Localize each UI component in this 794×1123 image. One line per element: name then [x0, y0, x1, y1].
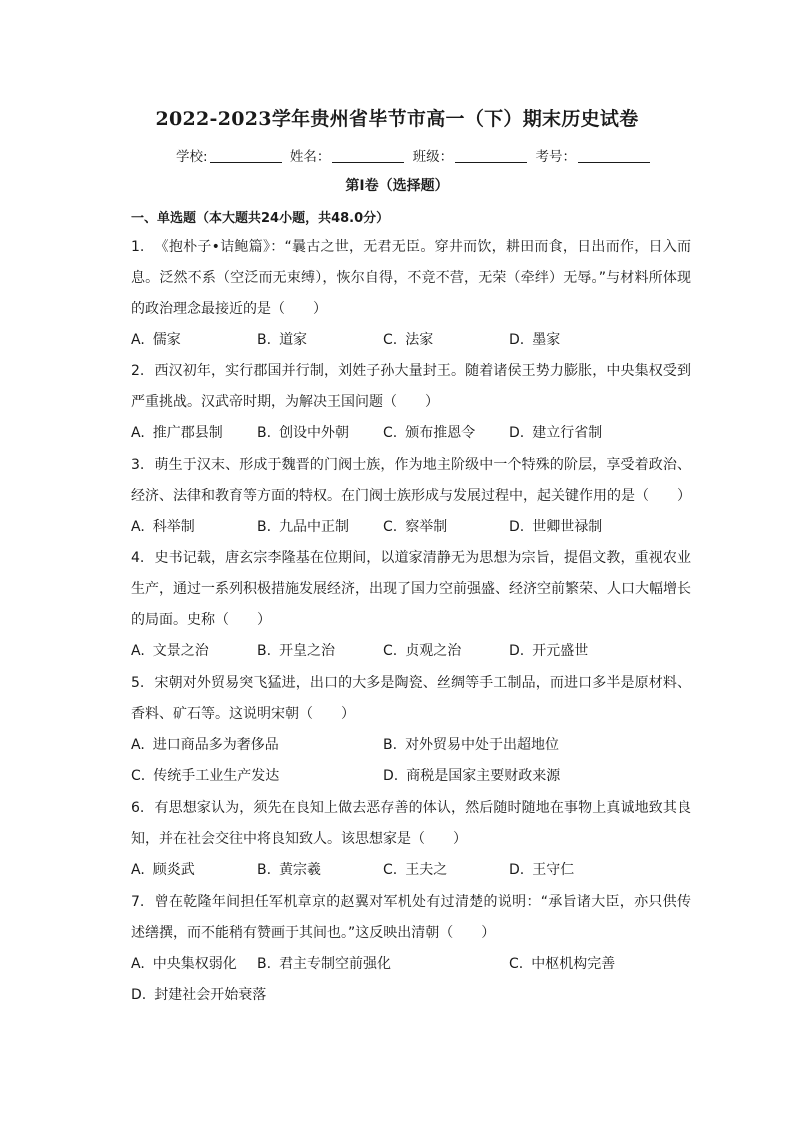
question-number: 6.: [131, 800, 145, 816]
options-row: [131, 980, 691, 1011]
option-b[interactable]: B. 开皇之治: [257, 643, 336, 659]
student-info-line: [176, 145, 654, 165]
option-c[interactable]: C. 颁布推恩令: [383, 425, 476, 441]
question-number: 7.: [131, 894, 145, 910]
option-a[interactable]: A. 顾炎武: [131, 862, 195, 878]
options-row: [131, 512, 691, 543]
question-text: 萌生于汉末、形成于魏晋的门阀士族，作为地主阶级中一个特殊的阶层，享受着政治、经济、法律和教育等方面的特权。在门阀士族形成与发展过程中，起关键作用的是（ ）: [131, 457, 691, 504]
question-text: 史书记载，唐玄宗李隆基在位期间，以道家清静无为思想为宗旨，提倡文教，重视农业生产，通过一系列积极措施发展经济，出现了国力空前强盛、经济空前繁荣、人口大幅增长的局面。史称（ ）: [131, 550, 691, 628]
option-d[interactable]: D. 建立行省制: [509, 425, 603, 441]
question-stem: [131, 793, 691, 855]
option-b[interactable]: B. 黄宗羲: [257, 862, 322, 878]
option-c[interactable]: C. 法家: [383, 332, 434, 348]
option-c[interactable]: C. 王夫之: [383, 862, 448, 878]
options-row: [131, 855, 691, 886]
question-4: [131, 543, 691, 667]
question-number: 4.: [131, 550, 145, 566]
option-a[interactable]: A. 科举制: [131, 519, 195, 535]
exam-number-label: 考号：: [535, 149, 576, 165]
question-stem: [131, 356, 691, 418]
option-a[interactable]: A. 中央集权弱化: [131, 956, 237, 972]
class-blank[interactable]: [455, 148, 527, 163]
question-number: 1.: [131, 239, 145, 255]
question-2: [131, 356, 691, 449]
question-7: [131, 887, 691, 1011]
option-c[interactable]: C. 贞观之治: [383, 643, 462, 659]
name-label: 姓名：: [289, 149, 331, 165]
part-heading: 一、单选题（本大题共24小题，共48.0分）: [131, 211, 390, 226]
option-d[interactable]: D. 墨家: [509, 332, 561, 348]
question-text: 《抱朴子•诘鲍篇》：“曩古之世，无君无臣。穿井而饮，耕田而食，日出而作，日入而息。泛然不系（空泛而无束缚），恢尔自得，不竞不营，无荣（牵绊）无辱。”与材料所体现的政治理念最接近的是（ ）: [131, 239, 691, 317]
school-label: 学校:: [176, 149, 208, 165]
exam-title: 2022-2023学年贵州省毕节市高一（下）期末历史试卷: [155, 108, 639, 130]
option-a[interactable]: A. 进口商品多为奢侈品: [131, 737, 279, 753]
option-b[interactable]: B. 九品中正制: [257, 519, 350, 535]
question-text: 西汉初年，实行郡国并行制，刘姓子孙大量封王。随着诸侯王势力膨胀，中央集权受到严重挑战。汉武帝时期，为解决王国问题（ ）: [131, 363, 691, 410]
option-d[interactable]: D. 封建社会开始衰落: [131, 987, 267, 1003]
option-a[interactable]: A. 儒家: [131, 332, 181, 348]
question-stem: [131, 450, 691, 512]
option-a[interactable]: A. 文景之治: [131, 643, 209, 659]
exam-number-blank[interactable]: [578, 148, 650, 163]
question-6: [131, 793, 691, 886]
question-3: [131, 450, 691, 543]
question-stem: [131, 887, 691, 949]
school-blank[interactable]: [210, 148, 282, 163]
question-stem: [131, 668, 691, 730]
question-number: 3.: [131, 457, 145, 473]
class-label: 班级：: [412, 149, 454, 165]
option-b[interactable]: B. 对外贸易中处于出超地位: [383, 737, 560, 753]
options-row: [131, 761, 691, 792]
options-row: [131, 325, 691, 356]
question-number: 2.: [131, 363, 145, 379]
question-text: 有思想家认为，须先在良知上做去恶存善的体认，然后随时随地在事物上真诚地致其良知，并在社会交往中将良知致人。该思想家是（ ）: [131, 800, 691, 847]
option-b[interactable]: B. 道家: [257, 332, 308, 348]
section-title: 第Ⅰ卷（选择题）: [345, 178, 449, 194]
name-blank[interactable]: [332, 148, 404, 163]
option-c[interactable]: C. 传统手工业生产发达: [131, 768, 280, 784]
option-c[interactable]: C. 中枢机构完善: [509, 956, 616, 972]
question-5: [131, 668, 691, 792]
question-1: [131, 232, 691, 356]
question-number: 5.: [131, 675, 145, 691]
option-c[interactable]: C. 察举制: [383, 519, 448, 535]
options-row: [131, 730, 691, 761]
question-stem: [131, 543, 691, 636]
options-row: [131, 418, 691, 449]
option-a[interactable]: A. 推广郡县制: [131, 425, 223, 441]
question-stem: [131, 232, 691, 325]
question-text: 宋朝对外贸易突飞猛进，出口的大多是陶瓷、丝绸等手工制品，而进口多半是原材料、香料、矿石等。这说明宋朝（ ）: [131, 675, 691, 722]
options-row: [131, 949, 691, 980]
options-row: [131, 636, 691, 667]
option-b[interactable]: B. 创设中外朝: [257, 425, 350, 441]
option-d[interactable]: D. 世卿世禄制: [509, 519, 603, 535]
question-text: 曾在乾隆年间担任军机章京的赵翼对军机处有过清楚的说明：“承旨诸大臣，亦只供传述缮撰，而不能稍有赞画于其间也。”这反映出清朝（ ）: [131, 894, 691, 941]
option-d[interactable]: D. 商税是国家主要财政来源: [383, 768, 561, 784]
option-d[interactable]: D. 开元盛世: [509, 643, 589, 659]
option-d[interactable]: D. 王守仁: [509, 862, 575, 878]
option-b[interactable]: B. 君主专制空前强化: [257, 956, 392, 972]
